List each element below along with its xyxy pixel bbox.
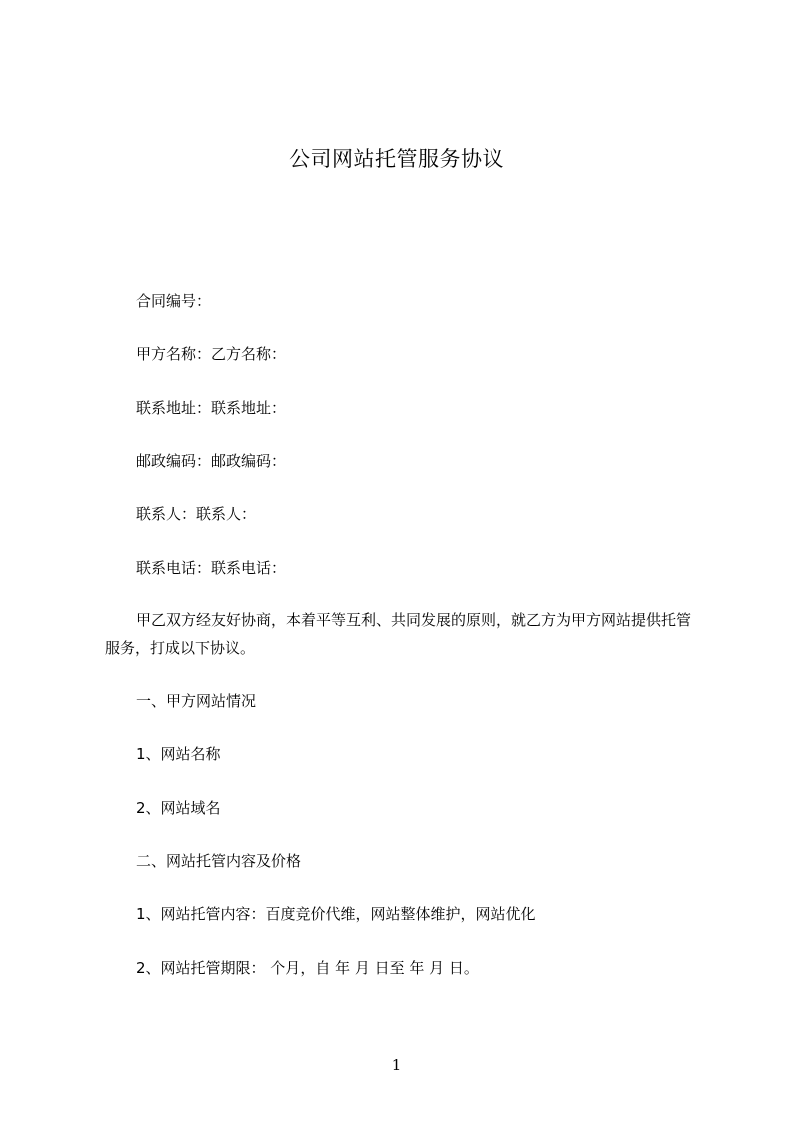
section-2-item: 1、网站托管内容：百度竞价代维，网站整体维护，网站优化: [136, 905, 536, 923]
document-title: 公司网站托管服务协议: [289, 147, 504, 171]
field-party-names: 甲方名称：乙方名称：: [136, 345, 287, 363]
section-1-item: 2、网站域名: [136, 799, 221, 817]
section-2-item: 2、网站托管期限： 个月，自 年 月 日至 年 月 日。: [136, 959, 479, 977]
field-contact-persons: 联系人：联系人：: [136, 505, 257, 523]
section-1-item: 1、网站名称: [136, 745, 221, 763]
section-2-heading: 二、网站托管内容及价格: [136, 852, 302, 870]
field-phones: 联系电话：联系电话：: [136, 559, 287, 577]
page-number: 1: [391, 1056, 402, 1074]
field-contract-number: 合同编号：: [136, 292, 212, 310]
intro-paragraph: 甲乙双方经友好协商，本着平等互利、共同发展的原则，就乙方为甲方网站提供托管服务，打成以下协议。: [105, 611, 692, 657]
field-addresses: 联系地址：联系地址：: [136, 399, 287, 417]
field-postal-codes: 邮政编码：邮政编码：: [136, 452, 287, 470]
section-1-heading: 一、甲方网站情况: [136, 692, 257, 710]
